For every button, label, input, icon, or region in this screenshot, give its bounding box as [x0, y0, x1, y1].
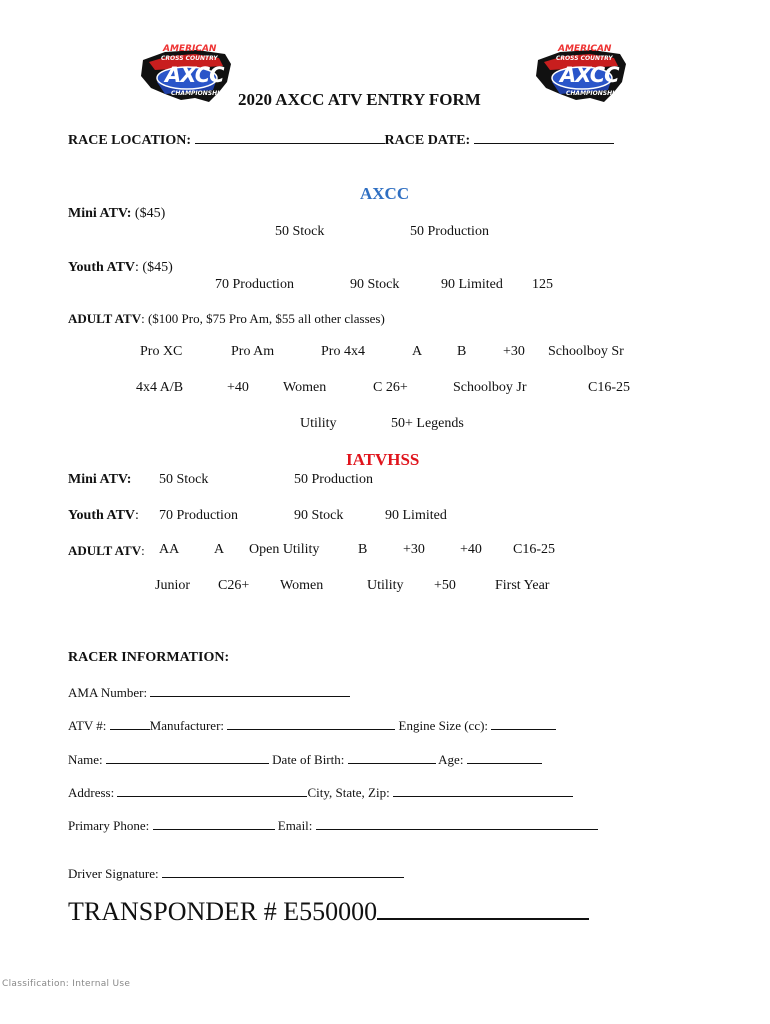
race-location-row — [68, 131, 614, 149]
city-state-zip-field[interactable] — [393, 784, 573, 797]
axcc-logo-right — [530, 42, 632, 112]
racer-info-heading: RACER INFORMATION: — [68, 650, 230, 665]
axcc-adult-class[interactable]: +40 — [227, 380, 249, 395]
iatvhss-adult-class[interactable]: C26+ — [218, 578, 250, 593]
logo-mid-text: CROSS COUNTRY — [161, 55, 218, 62]
manufacturer-field[interactable] — [227, 717, 395, 730]
axcc-adult-class[interactable]: Pro Am — [231, 344, 275, 359]
signature-row — [68, 865, 404, 882]
iatvhss-adult-class[interactable]: +50 — [434, 578, 456, 593]
race-date-field[interactable] — [474, 131, 614, 144]
iatvhss-adult-class[interactable]: +30 — [403, 542, 425, 557]
phone-label: Primary Phone: — [68, 818, 150, 833]
axcc-adult-class[interactable]: Women — [283, 380, 327, 395]
axcc-adult-class[interactable]: Pro XC — [140, 344, 183, 359]
axcc-adult-class[interactable]: B — [457, 344, 467, 359]
logo-top-text: AMERICAN — [163, 44, 217, 54]
iatvhss-heading: IATVHSS — [346, 450, 420, 469]
axcc-adult-price: : ($100 Pro, $75 Pro Am, $55 all other classes) — [141, 311, 385, 326]
axcc-youth-class[interactable]: 90 Limited — [441, 277, 503, 292]
city-state-zip-label: City, State, Zip: — [307, 785, 390, 800]
iatvhss-youth-class[interactable]: 90 Stock — [294, 508, 344, 523]
axcc-adult-class[interactable]: +30 — [503, 344, 525, 359]
logo-mid-text: CROSS COUNTRY — [556, 55, 613, 62]
axcc-mini-label-row — [68, 206, 165, 222]
axcc-youth-class[interactable]: 90 Stock — [350, 277, 400, 292]
logo-main-text: AXCC — [560, 63, 619, 87]
iatvhss-youth-label: Youth ATV — [68, 508, 136, 523]
iatvhss-adult-colon: : — [141, 543, 145, 558]
iatvhss-adult-label: ADULT ATV — [68, 543, 142, 558]
transponder-row — [68, 896, 589, 927]
iatvhss-youth-label-row — [68, 508, 139, 524]
logo-top-text: AMERICAN — [558, 44, 612, 54]
email-label: Email: — [277, 818, 313, 833]
race-location-label: RACE LOCATION: — [68, 133, 192, 148]
iatvhss-youth-colon: : — [135, 508, 139, 523]
race-date-label: RACE DATE: — [384, 133, 471, 148]
race-location-field[interactable] — [195, 131, 385, 144]
address-label: Address: — [68, 785, 115, 800]
name-row — [68, 751, 542, 768]
ama-row — [68, 684, 350, 701]
atv-number-label: ATV #: — [68, 718, 107, 733]
atv-number-field[interactable] — [110, 717, 150, 730]
axcc-youth-label-row — [68, 260, 173, 276]
axcc-adult-class[interactable]: 4x4 A/B — [136, 380, 184, 395]
axcc-mini-label: Mini ATV: — [68, 206, 132, 221]
form-title: 2020 AXCC ATV ENTRY FORM — [238, 90, 481, 109]
axcc-youth-class[interactable]: 125 — [532, 277, 553, 292]
iatvhss-mini-class[interactable]: 50 Production — [294, 472, 373, 487]
iatvhss-mini-class[interactable]: 50 Stock — [159, 472, 209, 487]
axcc-adult-class[interactable]: 50+ Legends — [391, 416, 464, 431]
address-row — [68, 784, 573, 801]
axcc-mini-class[interactable]: 50 Production — [410, 224, 489, 239]
engine-size-field[interactable] — [491, 717, 556, 730]
name-field[interactable] — [106, 751, 269, 764]
axcc-adult-class[interactable]: C16-25 — [588, 380, 630, 395]
iatvhss-adult-class[interactable]: +40 — [460, 542, 482, 557]
phone-field[interactable] — [153, 817, 275, 830]
engine-size-label: Engine Size (cc): — [398, 718, 489, 733]
iatvhss-adult-class[interactable]: A — [214, 542, 225, 557]
iatvhss-adult-class[interactable]: Junior — [155, 578, 190, 593]
age-label: Age: — [438, 752, 464, 767]
iatvhss-adult-class[interactable]: AA — [159, 542, 180, 557]
axcc-youth-price: : ($45) — [135, 260, 173, 275]
axcc-adult-class[interactable]: Utility — [300, 416, 337, 431]
address-field[interactable] — [117, 784, 307, 797]
axcc-adult-class[interactable]: Pro 4x4 — [321, 344, 365, 359]
iatvhss-adult-class[interactable]: C16-25 — [513, 542, 555, 557]
axcc-youth-class[interactable]: 70 Production — [215, 277, 294, 292]
iatvhss-adult-class[interactable]: Utility — [367, 578, 404, 593]
iatvhss-adult-label-row — [68, 543, 145, 559]
name-label: Name: — [68, 752, 103, 767]
iatvhss-mini-label: Mini ATV: — [68, 472, 132, 487]
dob-field[interactable] — [348, 751, 436, 764]
transponder-field[interactable] — [377, 896, 589, 920]
atv-row — [68, 717, 556, 734]
signature-label: Driver Signature: — [68, 866, 159, 881]
iatvhss-youth-class[interactable]: 70 Production — [159, 508, 238, 523]
axcc-adult-class[interactable]: C 26+ — [373, 380, 408, 395]
axcc-adult-class[interactable]: A — [412, 344, 423, 359]
axcc-adult-label: ADULT ATV — [68, 311, 142, 326]
axcc-adult-class[interactable]: Schoolboy Jr — [453, 380, 527, 395]
iatvhss-adult-class[interactable]: Open Utility — [249, 542, 320, 557]
email-field[interactable] — [316, 817, 598, 830]
ama-label: AMA Number: — [68, 685, 148, 700]
logo-bottom-text: CHAMPIONSHIP — [566, 90, 619, 97]
ama-number-field[interactable] — [150, 684, 350, 697]
axcc-mini-class[interactable]: 50 Stock — [275, 224, 325, 239]
iatvhss-adult-class[interactable]: B — [358, 542, 368, 557]
manufacturer-label: Manufacturer: — [149, 718, 225, 733]
axcc-mini-price: ($45) — [134, 206, 166, 221]
dob-label: Date of Birth: — [272, 752, 345, 767]
age-field[interactable] — [467, 751, 542, 764]
iatvhss-youth-class[interactable]: 90 Limited — [385, 508, 447, 523]
iatvhss-adult-class[interactable]: First Year — [495, 578, 550, 593]
phone-row — [68, 817, 598, 834]
axcc-adult-class[interactable]: Schoolboy Sr — [548, 344, 624, 359]
axcc-logo-left — [135, 42, 237, 112]
iatvhss-adult-class[interactable]: Women — [280, 578, 324, 593]
axcc-heading: AXCC — [360, 184, 410, 203]
logo-main-text: AXCC — [165, 63, 224, 87]
axcc-youth-label: Youth ATV — [68, 260, 136, 275]
logo-bottom-text: CHAMPIONSHIP — [171, 90, 224, 97]
axcc-adult-label-row — [68, 311, 385, 327]
transponder-label: TRANSPONDER # E550000 — [68, 897, 378, 926]
signature-field[interactable] — [162, 865, 404, 878]
classification-footer: Classification: Internal Use — [2, 979, 131, 989]
